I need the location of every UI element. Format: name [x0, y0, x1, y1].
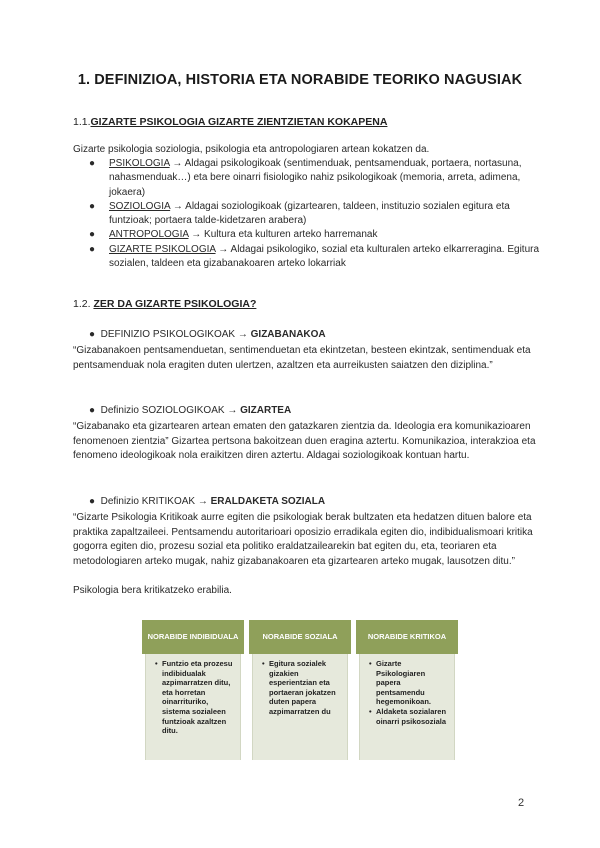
list-item: ● SOZIOLOGIA → Aldagai soziologikoak (gizartearen, taldeen, instituzio sozialen egitura eta funtzioak; portaera talde-kidetzaren arabera) [89, 200, 510, 227]
column-body [252, 650, 348, 760]
diagram-column-social [249, 620, 351, 760]
definition-heading: ● DEFINIZIO PSIKOLOGIKOAK → GIZABANAKOA [89, 329, 326, 340]
section-title: GIZARTE PSIKOLOGIA GIZARTE ZIENTZIETAN KOKAPENA [90, 116, 388, 128]
column-header: NORABIDE SOZIALA [249, 620, 351, 654]
definition-text: “Gizabanakoen pentsamenduetan, sentimenduetan eta ekintzetan, besteen ekintzak, sentimenduak eta pentsamenduak nola eragiten duten ulertzen, azaltzen eta aurreikusten saiatzen den diziplina.” [73, 345, 531, 371]
column-body [145, 650, 241, 760]
page-number: 2 [518, 797, 525, 809]
definition-heading: ● Definizio SOZIOLOGIKOAK → GIZARTEA [89, 405, 292, 416]
definition-note: Psikologia bera kritikatzeko erabilia. [73, 585, 232, 596]
diagram-column-critical [356, 620, 458, 760]
section-title: ZER DA GIZARTE PSIKOLOGIA? [93, 298, 257, 310]
discipline-list [73, 157, 543, 271]
orientations-diagram [140, 620, 460, 760]
list-item: • Funtzio eta prozesu indibidualak azpimarratzen ditu, eta horretan oinarrituriko, sistema sozialeen funtzioak azaltzen ditu. [155, 659, 236, 736]
column-header: NORABIDE INDIBIDUALA [142, 620, 244, 654]
definition-heading: ● Definizio KRITIKOAK → ERALDAKETA SOZIALA [89, 496, 326, 507]
term-label: PSIKOLOGIA [109, 158, 170, 169]
list-item: ● PSIKOLOGIA → Aldagai psikologikoak (sentimenduak, pentsamenduak, portaera, nortasuna, nahasmenduak…) eta bere oinarri fisiologiko nahiz psikologikoak (memoria, arreta, adimena, jokaera) [89, 158, 522, 198]
diagram-column-individual [142, 620, 244, 760]
section-heading-1-2 [73, 298, 256, 310]
list-item: ● GIZARTE PSIKOLOGIA → Aldagai psikologiko, sozial eta kulturalen arteko elkarreragina. Egitura sozialen, taldeen eta gizabanakoaren arteko lokarriak [89, 243, 540, 270]
list-item: • Gizarte Psikologiaren papera pentsamendu hegemonikoan. [369, 659, 450, 707]
definition-text: “Gizarte Psikologia Kritikoak aurre egiten die psikologiak berak bultzaten eta hedatzen dituen balore eta praktika zapaltzaileei. Pentsamendu autoritarioari oposizio erradikala egiten dio, indibidualismoari kritika gogorra egiten dio, prozesu sozial eta politiko eraldatzailearekin bat egiten du, eta, teoriaren eta metodologiaren arteko mugak, nahiz gizabanakoaren eta gizartearen arteko mugak, lausotzen ditu.” [73, 512, 533, 567]
term-label: SOZIOLOGIA [109, 200, 171, 212]
list-item: • Aldaketa sozialaren oinarri psikosoziala [369, 707, 450, 726]
definition-text: “Gizabanako eta gizartearen artean ematen den gatazkaren zientzia da. Ideologia era komunikazioaren fenomenoen zientzia” Gizartea pertsona bakoitzean duen eragina aztertu. Komunikazioa, interakzioa eta fenomeno ideologikoak nola eraikitzen diren aztertu. Aldagai soziologikoak kontuan hartu. [73, 421, 536, 461]
page-title: 1. DEFINIZIOA, HISTORIA ETA NORABIDE TEORIKO NAGUSIAK [77, 72, 523, 88]
term-label: ANTROPOLOGIA [109, 229, 189, 241]
column-body [359, 650, 455, 760]
section-number: 1.2. [73, 298, 94, 310]
section-number: 1.1. [73, 116, 91, 128]
list-item: ● ANTROPOLOGIA → Kultura eta kulturen arteko harremanak [89, 229, 378, 241]
section-heading-1-1 [73, 116, 387, 128]
list-item: • Egitura sozialek gizakien esperientzian eta portaeran jokatzen duten papera azpimarratzen du [262, 659, 343, 717]
section-intro: Gizarte psikologia soziologia, psikologia eta antropologiaren artean kokatzen da. [73, 144, 430, 155]
column-header: NORABIDE KRITIKOA [356, 620, 458, 654]
term-label: GIZARTE PSIKOLOGIA [109, 243, 216, 255]
